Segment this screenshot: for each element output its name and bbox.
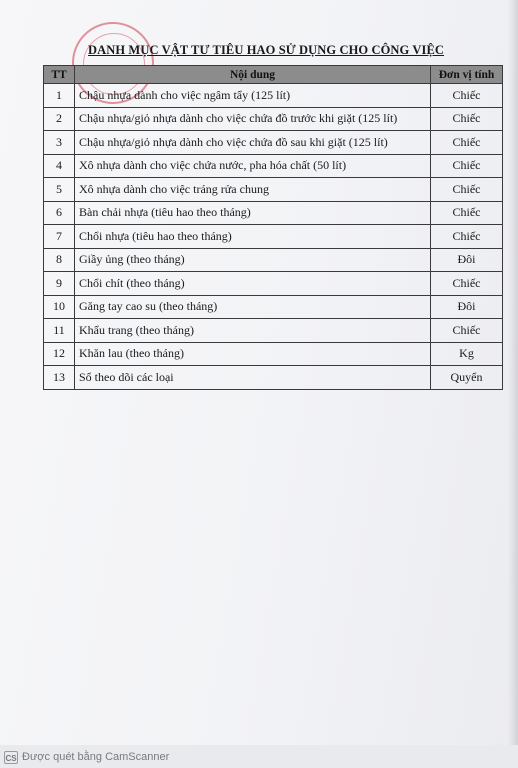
table-row [44,107,503,131]
row-unit: Chiếc [431,201,503,225]
row-number: 7 [44,225,75,249]
row-content: Khăn lau (theo tháng) [75,342,431,366]
row-unit: Chiếc [431,154,503,178]
row-content: Chậu nhựa/giỏ nhựa dành cho việc chứa đồ sau khi giặt (125 lít) [75,131,431,155]
table-row [44,272,503,296]
row-number: 13 [44,366,75,390]
row-content: Xô nhựa dành cho việc chứa nước, pha hóa chất (50 lít) [75,154,431,178]
row-unit: Chiếc [431,272,503,296]
row-unit: Quyển [431,366,503,390]
table-row [44,154,503,178]
row-content: Sổ theo dõi các loại [75,366,431,390]
row-content: Bàn chải nhựa (tiêu hao theo tháng) [75,201,431,225]
row-number: 6 [44,201,75,225]
row-number: 5 [44,178,75,202]
row-unit: Chiếc [431,84,503,108]
row-unit: Chiếc [431,225,503,249]
header-tt: TT [44,66,75,84]
row-unit: Chiếc [431,178,503,202]
row-number: 9 [44,272,75,296]
row-content: Khẩu trang (theo tháng) [75,319,431,343]
table-row [44,84,503,108]
supplies-table [43,65,503,390]
table-row [44,295,503,319]
row-number: 4 [44,154,75,178]
table-row [44,201,503,225]
table-row [44,342,503,366]
row-number: 10 [44,295,75,319]
table-row [44,178,503,202]
row-content: Giầy ủng (theo tháng) [75,248,431,272]
row-content: Găng tay cao su (theo tháng) [75,295,431,319]
table-row [44,131,503,155]
row-unit: Chiếc [431,131,503,155]
row-unit: Đôi [431,295,503,319]
row-number: 3 [44,131,75,155]
header-content: Nội dung [75,66,431,84]
row-content: Chổi nhựa (tiêu hao theo tháng) [75,225,431,249]
row-content: Chổi chít (theo tháng) [75,272,431,296]
table-row [44,319,503,343]
table-row [44,225,503,249]
row-number: 1 [44,84,75,108]
row-number: 8 [44,248,75,272]
table-header-row [44,66,503,84]
row-content: Chậu nhựa/giỏ nhựa dành cho việc chứa đồ trước khi giặt (125 lít) [75,107,431,131]
document-title: DANH MỤC VẬT TƯ TIÊU HAO SỬ DỤNG CHO CÔNG VIỆC [88,43,445,57]
camscanner-icon: CS [4,751,18,764]
row-unit: Đôi [431,248,503,272]
row-number: 2 [44,107,75,131]
row-unit: Chiếc [431,107,503,131]
page-edge-shadow [508,0,518,745]
header-unit: Đơn vị tính [431,66,503,84]
row-content: Xô nhựa dành cho việc tráng rửa chung [75,178,431,202]
table-row [44,248,503,272]
row-unit: Chiếc [431,319,503,343]
row-number: 12 [44,342,75,366]
footer-text: Được quét bằng CamScanner [22,751,170,763]
table-row [44,366,503,390]
row-unit: Kg [431,342,503,366]
row-content: Chậu nhựa dành cho việc ngâm tẩy (125 lít) [75,84,431,108]
scan-footer [4,749,169,765]
row-number: 11 [44,319,75,343]
